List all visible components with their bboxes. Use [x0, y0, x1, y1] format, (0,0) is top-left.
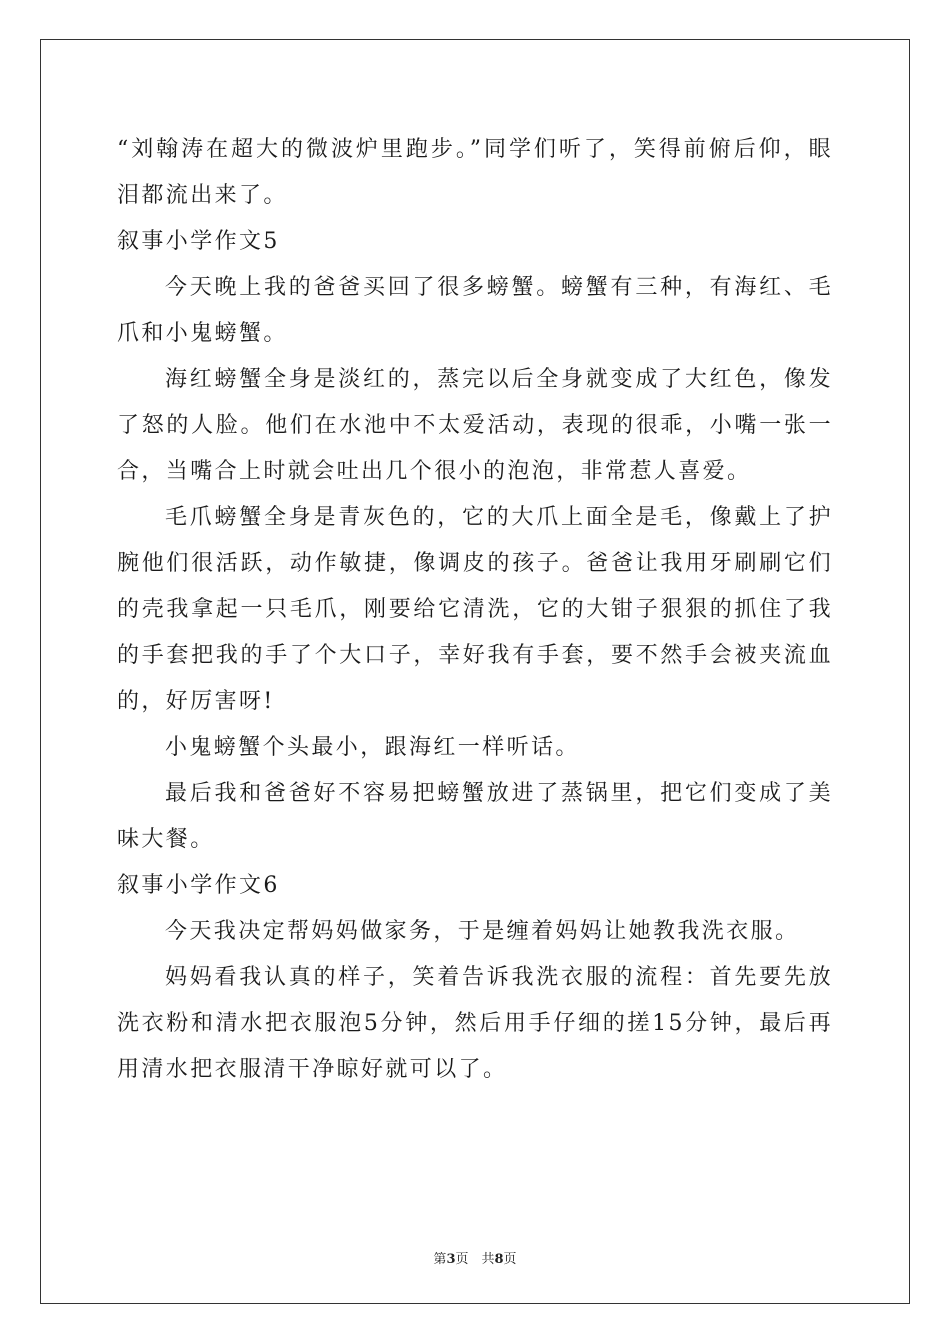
paragraph: 毛爪螃蟹全身是青灰色的，它的大爪上面全是毛，像戴上了护腕他们很活跃，动作敏捷，像调皮的孩子。爸爸让我用牙刷刷它们的壳我拿起一只毛爪，刚要给它清洗，它的大钳子狠狠的抓住了我的手套把我的手了个大口子，幸好我有手套，要不然手会被夹流血的，好厉害呀! [117, 505, 833, 714]
current-page-number: 3 [446, 1252, 456, 1267]
footer-middle: 页 共 [455, 1252, 495, 1267]
paragraph: 今天我决定帮妈妈做家务，于是缠着妈妈让她教我洗衣服。 [165, 919, 800, 944]
paragraph: “刘翰涛在超大的微波炉里跑步。”同学们听了，笑得前俯后仰，眼泪都流出来了。 [117, 137, 833, 208]
section-heading: 叙事小学作文6 [117, 873, 280, 898]
paragraph: 最后我和爸爸好不容易把螃蟹放进了蒸锅里，把它们变成了美味大餐。 [117, 781, 833, 852]
footer-prefix: 第 [433, 1252, 447, 1267]
paragraph: 小鬼螃蟹个头最小，跟海红一样听话。 [165, 735, 580, 760]
paragraph: 今天晚上我的爸爸买回了很多螃蟹。螃蟹有三种，有海红、毛爪和小鬼螃蟹。 [117, 275, 833, 346]
page-footer [0, 1248, 950, 1267]
paragraph: 妈妈看我认真的样子，笑着告诉我洗衣服的流程：首先要先放洗衣粉和清水把衣服泡5分钟，然后用手仔细的搓15分钟，最后再用清水把衣服清干净晾好就可以了。 [117, 965, 833, 1082]
footer-suffix: 页 [503, 1252, 517, 1267]
document-body [117, 127, 833, 1093]
paragraph: 海红螃蟹全身是淡红的，蒸完以后全身就变成了大红色，像发了怒的人脸。他们在水池中不太爱活动，表现的很乖，小嘴一张一合，当嘴合上时就会吐出几个很小的泡泡，非常惹人喜爱。 [117, 367, 833, 484]
total-page-count: 8 [494, 1252, 504, 1267]
section-heading: 叙事小学作文5 [117, 229, 280, 254]
